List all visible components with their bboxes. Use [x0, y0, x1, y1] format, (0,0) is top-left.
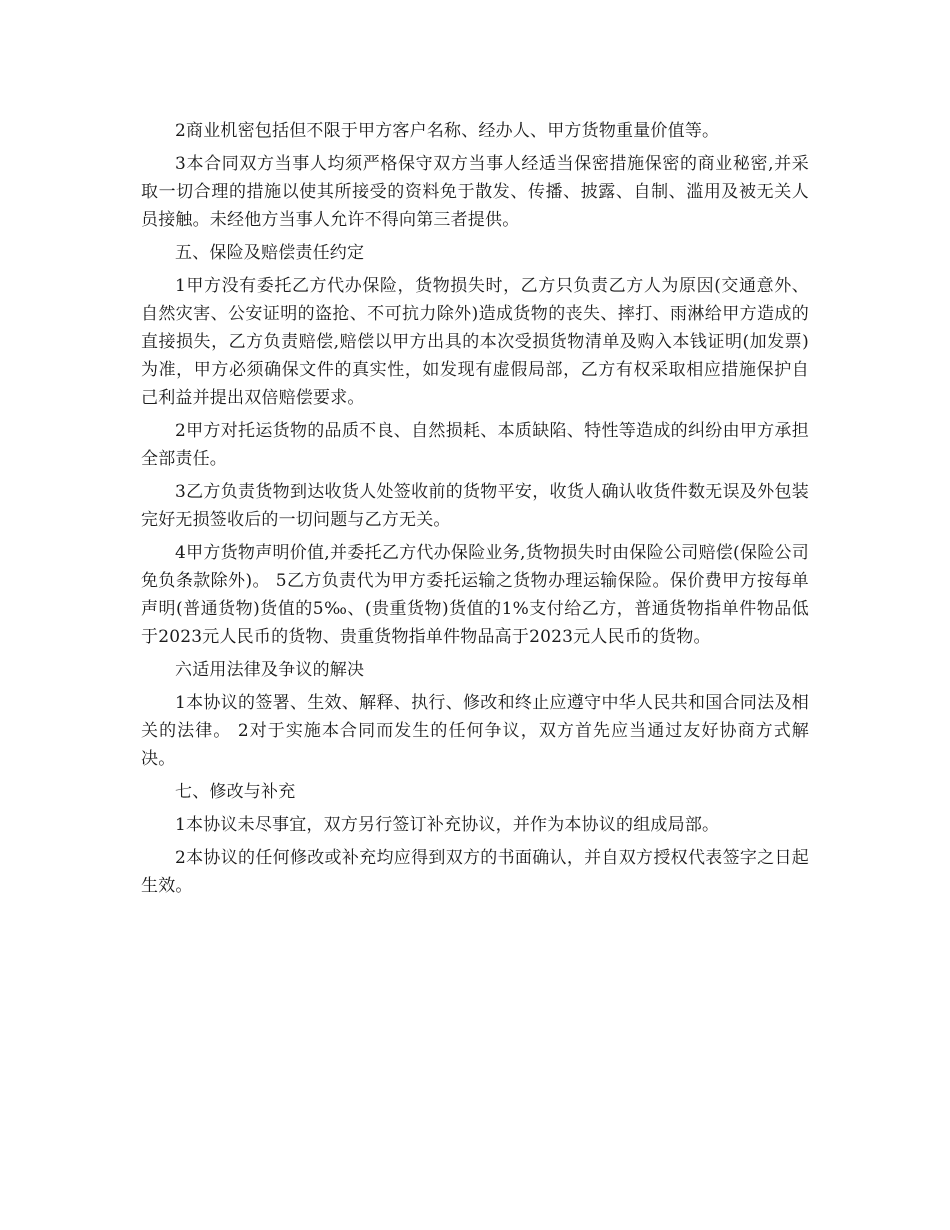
section-heading-law-disputes: 六适用法律及争议的解决	[175, 660, 365, 680]
section-heading-insurance: 五、保险及赔偿责任约定	[175, 243, 365, 263]
paragraph-confidentiality-obligation: 3本合同双方当事人均须严格保守双方当事人经适当保密措施保密的商业秘密,并采取一切合理的措施以使其所接受的资料免于散发、传播、披露、自制、滥用及被无关人员接触。未经他方当事人允许不得向第三者提供。	[141, 154, 809, 230]
paragraph-insurance-clause-4-5: 4甲方货物声明价值,并委托乙方代办保险业务,货物损失时由保险公司赔偿(保险公司免负条款除外)。 5乙方负责代为甲方委托运输之货物办理运输保险。保价费甲方按每单声明(普通货物)货值的5‰、(贵重货物)货值的1%支付给乙方，普通货物指单件物品低于2023元人民币的货物、贵重货物指单件物品高于2023元人民币的货物。	[141, 543, 809, 647]
section-heading-amendments: 七、修改与补充	[175, 782, 296, 802]
paragraph-amendment-clause-2: 2本协议的任何修改或补充均应得到双方的书面确认，并自双方授权代表签字之日起生效。	[141, 848, 809, 896]
paragraph-trade-secret-scope: 2商业机密包括但不限于甲方客户名称、经办人、甲方货物重量价值等。	[175, 121, 720, 141]
paragraph-insurance-clause-2: 2甲方对托运货物的品质不良、自然损耗、本质缺陷、特性等造成的纠纷由甲方承担全部责任。	[141, 421, 809, 469]
paragraph-insurance-clause-1: 1甲方没有委托乙方代办保险，货物损失时，乙方只负责乙方人为原因(交通意外、自然灾害、公安证明的盗抢、不可抗力除外)造成货物的丧失、摔打、雨淋给甲方造成的直接损失，乙方负责赔偿,赔偿以甲方出具的本次受损货物清单及购入本钱证明(加发票)为准，甲方必须确保文件的真实性，如发现有虚假局部，乙方有权采取相应措施保护自己利益并提出双倍赔偿要求。	[141, 276, 809, 408]
paragraph-law-disputes-clauses: 1本协议的签署、生效、解释、执行、修改和终止应遵守中华人民共和国合同法及相关的法律。 2对于实施本合同而发生的任何争议，双方首先应当通过友好协商方式解决。	[141, 693, 809, 769]
paragraph-amendment-clause-1: 1本协议未尽事宜，双方另行签订补充协议，并作为本协议的组成局部。	[175, 815, 720, 835]
paragraph-insurance-clause-3: 3乙方负责货物到达收货人处签收前的货物平安，收货人确认收货件数无误及外包装完好无损签收后的一切问题与乙方无关。	[141, 482, 809, 530]
document-body	[141, 117, 809, 905]
